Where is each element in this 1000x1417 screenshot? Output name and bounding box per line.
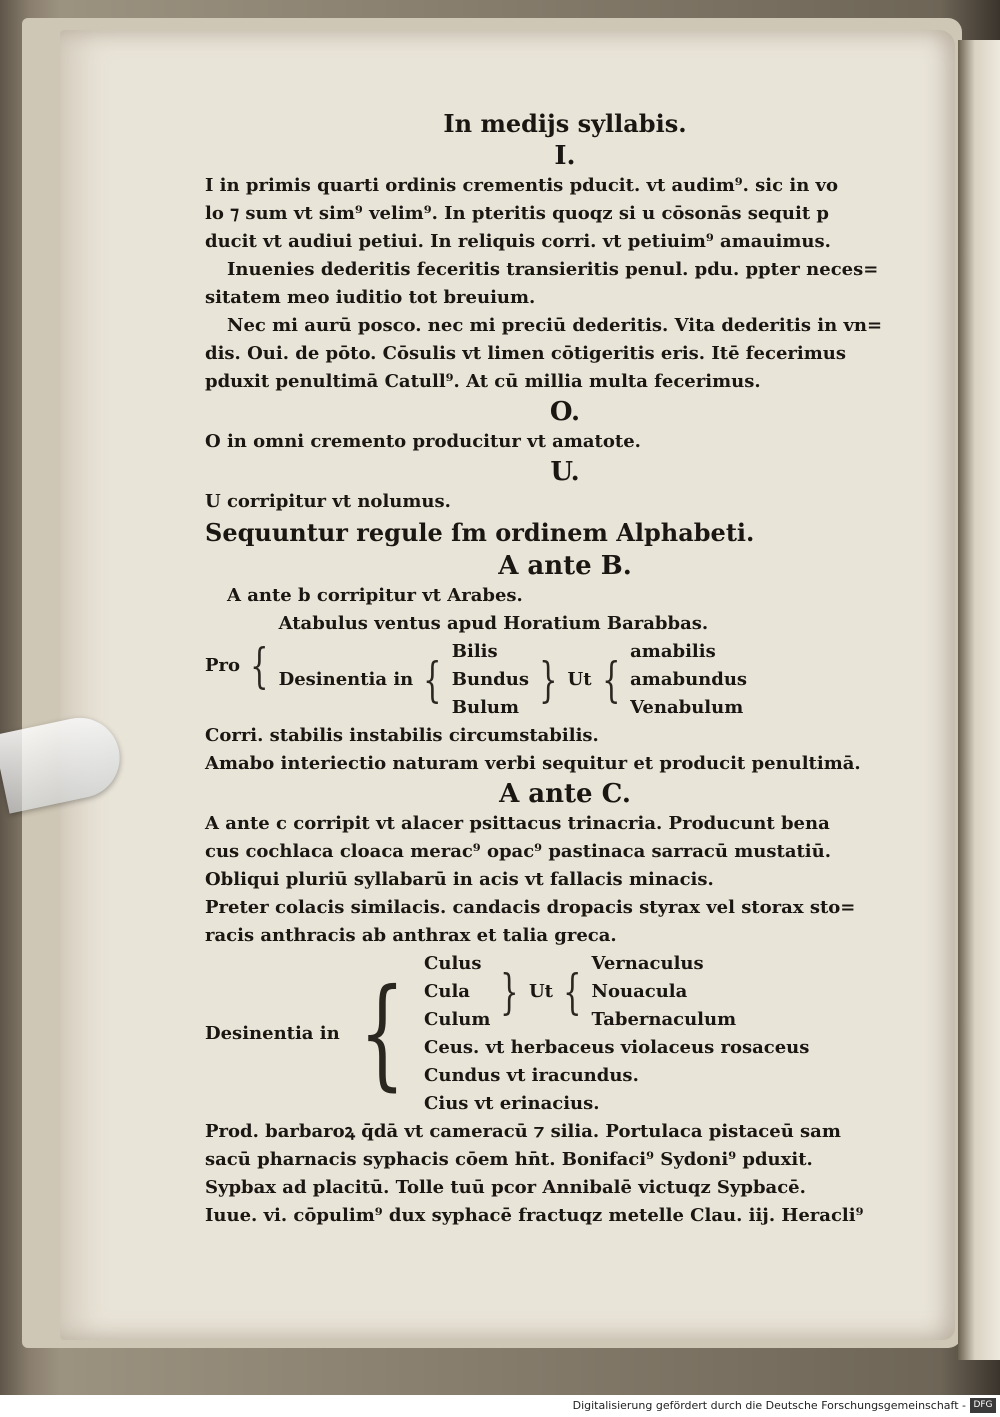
text-line: A ante b corripitur vt Arabes. xyxy=(227,585,523,606)
ending-item: Culum xyxy=(424,1009,491,1030)
text-line: I in primis quarti ordinis crementis pducit. vt audim⁹. sic in vo xyxy=(205,175,839,196)
text-line: sitatem meo iuditio tot breuium. xyxy=(205,287,536,308)
text-line: cus cochlaca cloaca merac⁹ opac⁹ pastinaca sarracū mustatiū. xyxy=(205,841,831,862)
ut-label: Ut xyxy=(528,981,553,1002)
footer-credit: Digitalisierung gefördert durch die Deutsche Forschungsgemeinschaft - xyxy=(572,1399,966,1412)
ending-item: Culus xyxy=(424,953,482,974)
text-line: Prod. barbaroꝝ q̄dā vt cameracū ⁊ silia. Portulaca pistaceū sam xyxy=(205,1121,841,1142)
ending-item: Ceus. vt herbaceus violaceus rosaceus xyxy=(424,1037,810,1058)
c-endings-column xyxy=(424,950,809,1118)
ending-item: Cundus vt iracundus. xyxy=(424,1065,639,1086)
c-examples-column xyxy=(592,950,737,1034)
text-line: U corripitur vt nolumus. xyxy=(205,491,451,512)
text-line: Corri. stabilis instabilis circumstabilis. xyxy=(205,725,599,746)
text-line: Atabulus ventus apud Horatium Barabbas. xyxy=(278,613,709,634)
text-line: pduxit penultimā Catull⁹. At cū millia multa fecerimus. xyxy=(205,371,761,392)
brace-glyph: { xyxy=(358,964,405,1103)
desinentia-label: Desinentia in xyxy=(278,669,414,690)
c-short-endings xyxy=(424,950,490,1034)
example-item: Nouacula xyxy=(591,981,688,1002)
page-title: In medijs syllabis. xyxy=(443,109,687,138)
ending-item: Bulum xyxy=(451,697,520,718)
ut-label: Ut xyxy=(567,669,592,690)
facing-page-edge xyxy=(958,40,1000,1360)
section-heading-o: O. xyxy=(549,397,581,427)
text-line: O in omni cremento producitur vt amatote. xyxy=(205,431,641,452)
text-line: A ante c corripit vt alacer psittacus trinacria. Producunt bena xyxy=(205,813,830,834)
page-text xyxy=(205,110,925,1230)
text-line: lo ⁊ sum vt sim⁹ velim⁹. In pteritis quoqz si u cōsonās sequit p xyxy=(205,203,829,224)
brace-glyph: } xyxy=(500,964,519,1020)
text-line: Preter colacis similacis. candacis dropacis styrax vel storax sto= xyxy=(205,897,856,918)
section-heading-i: I. xyxy=(554,141,576,171)
c-endings-brace-table xyxy=(205,950,925,1118)
section-heading-ac: A ante C. xyxy=(499,779,631,809)
brace-glyph: { xyxy=(423,652,442,708)
example-item: Tabernaculum xyxy=(591,1009,737,1030)
c-sub-table xyxy=(424,950,809,1034)
section-heading-u: U. xyxy=(550,457,580,487)
pro-brace-table xyxy=(205,610,925,722)
endings-column xyxy=(452,638,529,722)
text-line: sacū pharnacis syphacis cōem hn̄t. Bonifaci⁹ Sydoni⁹ pduxit. xyxy=(205,1149,813,1170)
example-item: Vernaculus xyxy=(591,953,704,974)
digitization-footer xyxy=(0,1395,1000,1417)
ending-item: Bundus xyxy=(451,669,529,690)
example-item: amabundus xyxy=(630,669,748,690)
text-line: ducit vt audiui petiui. In reliquis corri. vt petiuim⁹ amauimus. xyxy=(205,231,831,252)
desinentia-label: Desinentia in xyxy=(205,1023,340,1044)
example-item: amabilis xyxy=(630,641,716,662)
text-line: Obliqui pluriū syllabarū in acis vt fallacis minacis. xyxy=(205,869,714,890)
text-line: racis anthracis ab anthrax et talia greca. xyxy=(205,925,617,946)
text-line: Nec mi aurū posco. nec mi preciū dederitis. Vita dederitis in vn= xyxy=(227,315,883,336)
brace-glyph: { xyxy=(563,964,582,1020)
pro-label: Pro xyxy=(205,655,241,676)
section-heading-ab: A ante B. xyxy=(498,551,632,581)
examples-column xyxy=(630,638,747,722)
ending-item: Cius vt erinacius. xyxy=(424,1093,600,1114)
ending-item: Cula xyxy=(424,981,470,1002)
sequuntur-heading: Sequuntur regule ſm ordinem Alphabeti. xyxy=(205,518,755,547)
brace-glyph: { xyxy=(250,638,269,694)
text-line: Iuue. vi. cōpulim⁹ dux syphacē fractuqz metelle Clau. iij. Heracli⁹ xyxy=(205,1205,864,1226)
desinentia-brace-table xyxy=(279,638,747,722)
text-line: Inuenies dederitis feceritis transieritis penul. pdu. ppter neces= xyxy=(227,259,879,280)
text-line: Sypbax ad placitū. Tolle tuū pcor Annibalē victuqz Sypbacē. xyxy=(205,1177,806,1198)
text-line: dis. Oui. de pōto. Cōsulis vt limen cōtigeritis eris. Itē fecerimus xyxy=(205,343,846,364)
brace-glyph: } xyxy=(539,652,558,708)
ending-item: Bilis xyxy=(451,641,498,662)
dfg-logo: DFG xyxy=(970,1398,996,1413)
example-item: Venabulum xyxy=(630,697,744,718)
text-line: Amabo interiectio naturam verbi sequitur et producit penultimā. xyxy=(205,753,861,774)
pro-column xyxy=(279,610,747,722)
brace-glyph: { xyxy=(601,652,620,708)
